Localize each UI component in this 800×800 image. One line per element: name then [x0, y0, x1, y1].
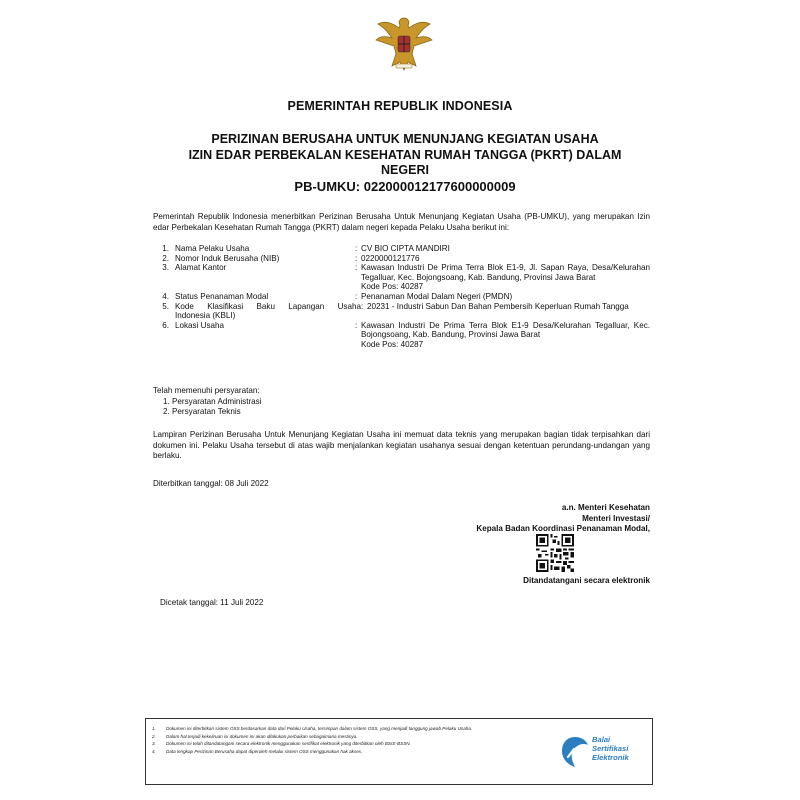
detail-label: Lokasi Usaha: [175, 320, 225, 330]
requirement-item: 2. Persyaratan Teknis: [163, 407, 241, 416]
issued-date: Diterbitkan tanggal: 08 Juli 2022: [153, 479, 269, 488]
heading-line-2: IZIN EDAR PERBEKALAN KESEHATAN RUMAH TANGGA (PKRT) DALAM: [188, 147, 622, 162]
detail-row: 4. Status Penanaman Modal : Penanaman Modal Dalam Negeri (PMDN): [153, 292, 650, 302]
footer-note: 2. Dalam hal terjadi kekeliruan isi dokumen ini akan dilakukan perbaikan sebagaimana mestinya.: [152, 733, 358, 739]
business-details-list: [153, 244, 650, 350]
detail-label: Nomor Induk Berusaha (NIB): [175, 253, 280, 263]
lampiran-paragraph: Lampiran Perizinan Berusaha Untuk Menunjang Kegiatan Usaha ini memuat data teknis yang merupakan bagian tidak terpisahkan dari dokumen ini. Pelaku Usaha tersebut di atas wajib menjalankan kegiatan usahanya sesuai dengan ketentuan perundang-undangan yang berlaku.: [153, 430, 650, 460]
detail-label: Status Penanaman Modal: [175, 291, 269, 301]
footer-note: 3. Dokumen ini telah ditandatangani secara elektronik menggunakan sertifikat elektronik yang diterbitkan oleh BSrE-BSSN.: [152, 741, 411, 747]
qr-code-icon[interactable]: [536, 534, 574, 572]
detail-value: 20231 - Industri Sabun Dan Bahan Pembersih Keperluan Rumah Tangga: [367, 301, 629, 311]
heading-line-3: NEGERI: [381, 163, 429, 177]
electronic-signature-text: Ditandatangani secara elektronik: [523, 576, 650, 585]
signatory-block: [440, 503, 650, 535]
detail-row: 3. Alamat Kantor : Kawasan Industri De Prima Terra Blok E1-9, Jl. Sapan Raya, Desa/Kelurahan Tegalluar, Kec. Bojongsoang, Kab. Bandung, Provinsi Jawa Barat Kode Pos: 40287: [162, 263, 650, 292]
footer-note: 1. Dokumen ini diterbitkan sistem OSS berdasarkan data dari Pelaku Usaha, tersimpan dalam sistem OSS, yang menjadi tanggung jawab Pelaku Usaha.: [152, 726, 473, 731]
footer-note: 4. Data lengkap Perizinan Berusaha dapat diperoleh melalui sistem OSS menggunakan hak akses.: [152, 748, 363, 754]
document-heading: [130, 132, 680, 194]
government-title: PEMERINTAH REPUBLIK INDONESIA: [287, 99, 513, 113]
requirements-section: [153, 386, 650, 418]
detail-value: Kawasan Industri De Prima Terra Blok E1-9, Jl. Sapan Raya, Desa/Kelurahan Tegalluar, Kec. Bojongsoang, Kab. Bandung, Provinsi Jawa Barat Kode Pos: 40287: [361, 263, 650, 292]
garuda-emblem-icon: [374, 14, 434, 74]
bsre-logo: [560, 731, 648, 775]
detail-value: CV BIO CIPTA MANDIRI: [361, 244, 450, 253]
detail-label: Alamat Kantor: [175, 263, 227, 273]
intro-paragraph: Pemerintah Republik Indonesia menerbitkan Perizinan Berusaha Untuk Menunjang Kegiatan Usaha (PB-UMKU), yang merupakan Izin edar Perbekalan Kesehatan Rumah Tangga (PKRT) dalam negeri kepada Pelaku Usaha berikut ini:: [153, 212, 650, 232]
signatory-line-1: a.n. Menteri Kesehatan: [561, 503, 650, 512]
bsre-logo-line-3: Elektronik: [592, 753, 629, 762]
requirement-item: 1. Persyaratan Administrasi: [163, 396, 262, 406]
heading-line-1: PERIZINAN BERUSAHA UNTUK MENUNJANG KEGIATAN USAHA: [211, 132, 599, 146]
detail-label: Nama Pelaku Usaha: [175, 244, 250, 253]
bsre-logo-icon: [560, 735, 590, 769]
detail-row: 6. Lokasi Usaha : Kawasan Industri De Prima Terra Blok E1-9 Desa/Kelurahan Tegalluar, Kec. Bojongsoang, Kab. Bandung, Provinsi Jawa Barat Kode Pos: 40287: [162, 320, 650, 349]
bsre-logo-line-1: Balai: [592, 735, 611, 744]
printed-date: Dicetak tanggal: 11 Juli 2022: [160, 598, 264, 607]
detail-row: 2. Nomor Induk Berusaha (NIB) : 0220000121776: [153, 254, 650, 264]
signatory-line-2: Menteri Investasi/: [582, 513, 650, 523]
requirements-title: Telah memenuhi persyaratan:: [153, 386, 260, 395]
footer-notes-box: [145, 718, 653, 785]
detail-value: 0220000121776: [361, 253, 420, 263]
detail-label: Kode Klasifikasi Baku Lapangan Usaha Indonesia (KBLI): [175, 301, 361, 321]
footer-notes-list: [152, 725, 544, 755]
detail-value: Kawasan Industri De Prima Terra Blok E1-9 Desa/Kelurahan Tegalluar, Kec. Bojongsoang, Kab. Bandung, Provinsi Jawa Barat Kode Pos: 40287: [361, 320, 650, 349]
bsre-logo-line-2: Sertifikasi: [592, 744, 629, 753]
detail-row: 5. Kode Klasifikasi Baku Lapangan Usaha Indonesia (KBLI) : 20231 - Industri Sabun Dan Bahan Pembersih Keperluan Rumah Tangga: [153, 302, 650, 321]
detail-row: 1. Nama Pelaku Usaha : CV BIO CIPTA MANDIRI: [153, 244, 650, 254]
detail-value: Penanaman Modal Dalam Negeri (PMDN): [361, 291, 513, 301]
pb-umku-number: PB-UMKU: 022000012177600000009: [294, 178, 516, 194]
signatory-line-3: Kepala Badan Koordinasi Penanaman Modal,: [476, 524, 650, 533]
